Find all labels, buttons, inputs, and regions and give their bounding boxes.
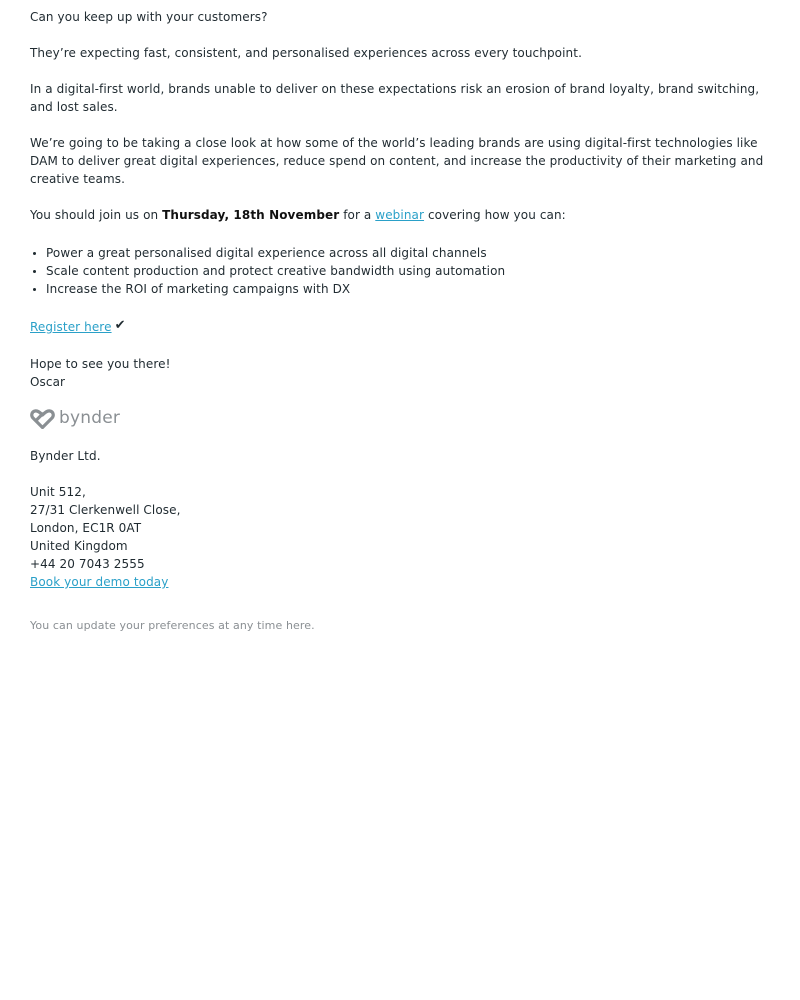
address-line: Unit 512, — [30, 485, 86, 499]
benefits-list — [30, 244, 770, 298]
bynder-logo — [30, 407, 770, 431]
list-item: Scale content production and protect creative bandwidth using automation — [46, 262, 770, 280]
checkmark-icon: ✔ — [114, 318, 126, 333]
intro-question: Can you keep up with your customers? — [30, 10, 268, 24]
webinar-date: Thursday, 18th November — [162, 208, 340, 222]
phone-number: +44 20 7043 2555 — [30, 557, 145, 571]
invite-suffix: covering how you can: — [424, 208, 566, 222]
preferences-text[interactable]: You can update your preferences at any time here. — [30, 619, 315, 632]
book-demo-link[interactable]: Book your demo today — [30, 575, 169, 589]
closing-text: Hope to see you there! — [30, 357, 171, 371]
register-line — [30, 318, 770, 337]
look-paragraph: We’re going to be taking a close look at how some of the world’s leading brands are using digital-first technologies like DAM to deliver great digital experiences, reduce spend on content, and increase the productivity of their marketing and creative teams. — [30, 136, 764, 186]
webinar-link[interactable]: webinar — [375, 208, 425, 222]
list-item: Increase the ROI of marketing campaigns with DX — [46, 280, 770, 298]
expectation-text: They’re expecting fast, consistent, and personalised experiences across every touchpoint. — [30, 46, 582, 60]
address-line: 27/31 Clerkenwell Close, — [30, 503, 181, 517]
register-link[interactable]: Register here — [30, 320, 112, 334]
address-line: United Kingdom — [30, 539, 128, 553]
address-line: London, EC1R 0AT — [30, 521, 142, 535]
company-name: Bynder Ltd. — [30, 449, 101, 463]
invite-middle: for a — [339, 208, 376, 222]
signature: Oscar — [30, 375, 66, 389]
company-address — [30, 483, 770, 573]
risk-paragraph: In a digital-first world, brands unable to deliver on these expectations risk an erosion of brand loyalty, brand switching, and lost sales. — [30, 82, 760, 114]
logo-wordmark: bynder — [59, 408, 121, 428]
invite-paragraph — [30, 206, 770, 224]
list-item: Power a great personalised digital experience across all digital channels — [46, 244, 770, 262]
invite-prefix: You should join us on — [30, 208, 163, 222]
bynder-heart-icon — [30, 409, 55, 429]
